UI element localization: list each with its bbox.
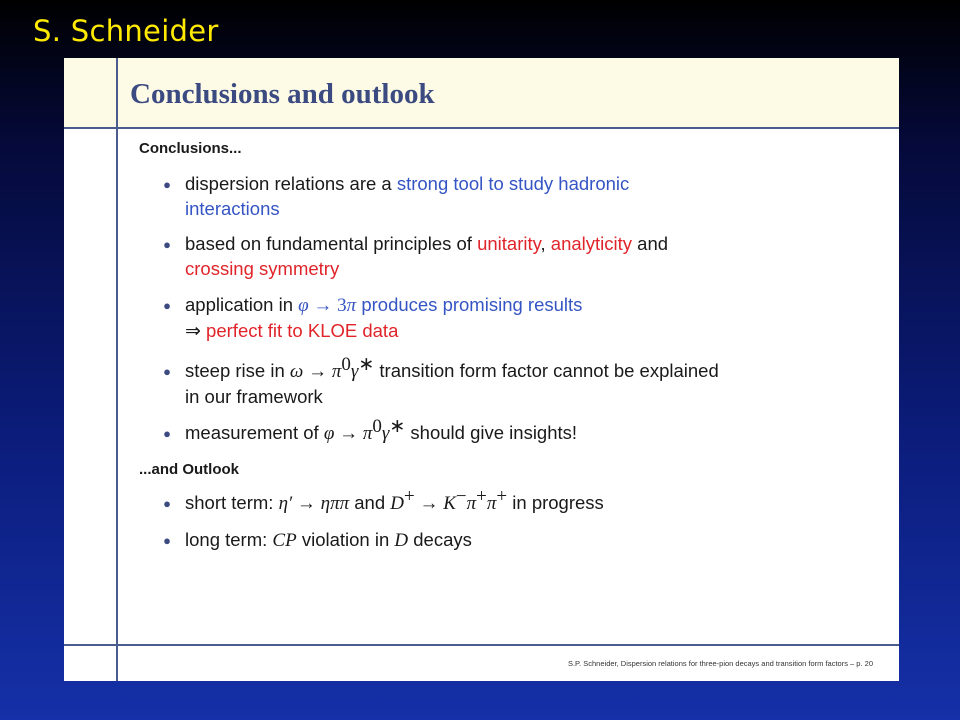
math: ηππ (320, 493, 350, 514)
math: π (362, 423, 373, 444)
math: π (466, 493, 477, 514)
text: short term: (185, 492, 279, 513)
math: CP (272, 530, 297, 551)
conclusion-item-1 (185, 171, 629, 221)
outlook-item-1 (185, 485, 604, 516)
text: dispersion relations are a (185, 173, 397, 194)
text: should give insights! (405, 422, 578, 443)
highlight-text: perfect fit to KLOE data (200, 320, 399, 341)
math: → (292, 493, 321, 514)
math-sup: + (496, 485, 508, 507)
text: long term: (185, 529, 273, 550)
outlook-heading: ...and Outlook (139, 461, 239, 478)
text: and (632, 233, 669, 254)
bullet-icon: ● (163, 496, 171, 511)
math: D (390, 493, 405, 514)
slide-footer: S.P. Schneider, Dispersion relations for three-pion decays and transition form factors – p. 20 (567, 659, 873, 668)
math: K (443, 493, 456, 514)
bullet-icon: ● (163, 533, 171, 548)
bullet-icon: ● (163, 177, 171, 192)
math: φ (298, 295, 309, 316)
footer-rule (64, 644, 899, 646)
text: violation in (296, 529, 395, 550)
math: γ (381, 423, 390, 444)
conclusion-item-5 (185, 415, 578, 446)
implies-arrow: ⇒ (185, 321, 201, 342)
math: → (414, 493, 444, 514)
highlight-text: crossing symmetry (185, 258, 340, 279)
text: based on fundamental principles of (185, 233, 478, 254)
math: φ (323, 423, 335, 444)
text: application in (185, 294, 299, 315)
highlight-text: analyticity (550, 233, 633, 254)
math: γ (350, 361, 359, 382)
math-sup: − (455, 485, 467, 507)
slide (64, 58, 899, 681)
bullet-icon: ● (163, 237, 171, 252)
math: π (486, 493, 497, 514)
highlight-text: produces promising results (356, 294, 583, 315)
text: measurement of (185, 422, 324, 443)
highlight-text: interactions (185, 198, 280, 219)
slide-title-bar (64, 58, 899, 129)
text: steep rise in (185, 360, 290, 381)
text: transition form factor cannot be explained (374, 360, 719, 381)
text: , (540, 233, 551, 254)
math-sup: 0 (341, 353, 351, 375)
math-sup: ∗ (358, 353, 375, 375)
math: η′ (278, 493, 293, 514)
math-sup: + (404, 485, 415, 507)
bullet-icon: ● (163, 298, 171, 313)
conclusion-item-4 (185, 353, 719, 409)
conclusion-item-2 (185, 231, 668, 281)
text: in progress (507, 492, 604, 513)
slide-title: Conclusions and outlook (130, 78, 435, 110)
text: and (349, 492, 391, 513)
bullet-icon: ● (163, 426, 171, 441)
highlight-text: unitarity (477, 233, 541, 254)
math: π (346, 295, 357, 316)
math: D (394, 530, 409, 551)
math: ω (289, 361, 304, 382)
math: π (331, 361, 342, 382)
slide-left-rule (116, 58, 118, 681)
math: → (334, 423, 363, 444)
math-sup: ∗ (389, 415, 406, 437)
text: decays (408, 529, 472, 550)
conclusions-heading: Conclusions... (139, 140, 242, 157)
math: → 3 (308, 295, 347, 316)
conclusion-item-3 (185, 292, 582, 344)
math-sup: 0 (372, 415, 382, 437)
outlook-item-2 (185, 527, 472, 553)
math-sup: + (476, 485, 487, 507)
highlight-text: strong tool to study hadronic (396, 173, 630, 194)
text: in our framework (185, 386, 323, 407)
math: → (303, 361, 332, 382)
presenter-name: S. Schneider (33, 14, 219, 48)
bullet-icon: ● (163, 364, 171, 379)
